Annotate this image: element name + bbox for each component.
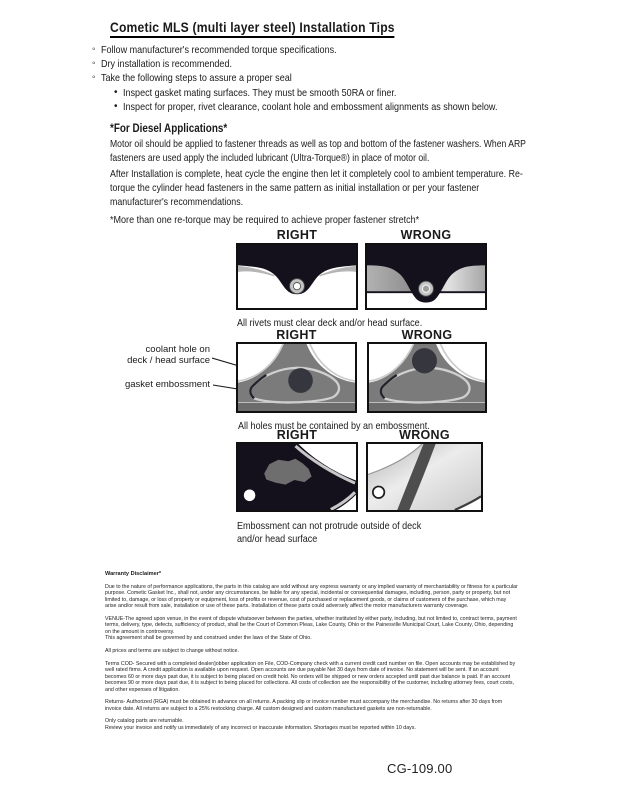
dot-bullet-icon: • [114, 86, 118, 98]
coolant-label-line1: coolant hole on [145, 344, 210, 355]
embossment-annotation [100, 379, 210, 390]
disclaimer-paragraph-returns: Returns- Authorized (RGA) must be obtained in advance on all returns. A packing slip or invoice number must accompany the merchandise. No returns after 30 days from invoice date. All returns are subject to a 25% restocking charge. All custom designed and custom manufactured gaskets are non-returnable. [105, 699, 503, 712]
rivet-right-label: RIGHT [276, 228, 318, 242]
bullet-text: Take the following steps to assure a proper seal [101, 72, 292, 85]
disclaimer-paragraph-catalog-parts: Only catalog parts are returnable. [105, 718, 184, 725]
diesel-section-heading-row [110, 119, 246, 137]
installation-tips-list [92, 44, 558, 115]
protrude-right-drawing [238, 444, 356, 510]
diesel-paragraph-2: After Installation is complete, heat cycle the engine then let it completely cool to ambient temperature. Re-torque the cylinder head fasteners in the same pattern as initial installation or per your fastener manufacturer's recommendations. [110, 168, 523, 208]
list-item [92, 87, 558, 101]
retorque-note: *More than one re-torque may be required to achieve proper fastener stretch* [110, 214, 420, 226]
protrude-right-label: RIGHT [276, 428, 318, 442]
rivet-wrong-drawing [367, 245, 485, 308]
rivet-wrong-label: WRONG [400, 228, 452, 242]
coolant-label-line2: deck / head surface [127, 355, 210, 366]
coolant-hole-annotation [100, 344, 210, 366]
disclaimer-paragraph-invoice-review: Review your invoice and notify us immediately of any incorrect or inaccurate information. Shortages must be reported within 10 days. [105, 724, 416, 731]
protrude-wrong-drawing [368, 444, 481, 510]
disclaimer-paragraph-venue: VENUE-The agreed upon venue, in the event of dispute whatsoever between the parties, whether instituted by either party, including, but not limited to, contract terms, payment terms, delivery, type, defects, sufficiency of product, shall be the Court of Common Pleas, Lake County, Ohio or the Painesville Municipal Court, Lake County, Ohio, depending on the amount in controversy. [105, 615, 517, 635]
page-number: CG-109.00 [387, 761, 453, 776]
hole-right-label: RIGHT [276, 328, 317, 342]
bullet-text: Follow manufacturer's recommended torque specifications. [101, 44, 337, 56]
retorque-note-row [110, 210, 470, 228]
disclaimer-paragraph-governing-law: This agreement shall be governed by and construed under the laws of the State of Ohio. [105, 635, 312, 642]
bullet-text: Inspect gasket mating surfaces. They must be smooth 50RA or finer. [123, 86, 397, 99]
protrude-right-diagram [236, 442, 358, 512]
page-title: Cometic MLS (multi layer steel) Installation Tips [110, 20, 395, 38]
embossment-wrong-diagram [367, 342, 487, 413]
diesel-heading: *For Diesel Applications* [110, 123, 228, 135]
protrude-wrong-label: WRONG [399, 428, 450, 442]
list-item [92, 101, 558, 115]
protrude-caption-line2: and/or head surface [237, 532, 318, 545]
hole-wrong-label: WRONG [401, 328, 453, 342]
circle-bullet-icon: ◦ [92, 58, 96, 70]
bullet-text: Inspect for proper, rivet clearance, coolant hole and embossment alignments as shown below. [123, 100, 498, 113]
diesel-paragraph-1: Motor oil should be applied to fastener threads as well as top and bottom of the fastener washers. When ARP fasteners are used apply the included lubricant (Ultra-Torque®) in place of motor oil. [110, 138, 526, 164]
bullet-text: Dry installation is recommended. [101, 58, 232, 71]
hole-caption: All holes must be contained by an embossment. [238, 420, 430, 432]
protrude-caption-line1: Embossment can not protrude outside of deck [237, 520, 422, 532]
embossment-label: gasket embossment [124, 379, 210, 390]
warranty-disclaimer-heading: Warranty Disclaimer* [105, 571, 162, 577]
embossment-wrong-drawing [369, 344, 485, 411]
rivet-right-drawing [238, 245, 356, 308]
list-item [92, 44, 558, 58]
disclaimer-paragraph-terms: Terms COD- Secured with a completed dealer/jobber application on File, COD-Company check with a current credit card number on file. Open accounts may be established by well rated firms. A credit application is available upon request. Open accounts are due payable Net 30 days from date of invoice. No statement will be sent. If an account becomes 60 or more days past due, it is subject to being placed on credit hold. No orders will be shipped or new orders accepted until past due balance is paid. If an account becomes 90 or more days past due, it is subject to being placed for collections. All costs of collection are the responsibility of the customer, including attorney fees, court costs, and other expenses of litigation. [105, 660, 516, 693]
rivet-right-diagram [236, 243, 358, 310]
embossment-right-diagram [236, 342, 357, 413]
dot-bullet-icon: • [114, 100, 118, 112]
rivet-caption: All rivets must clear deck and/or head surface. [237, 317, 423, 329]
warranty-disclaimer-section [105, 571, 519, 731]
embossment-right-drawing [238, 344, 355, 411]
protrude-caption-line2-row [237, 529, 330, 547]
circle-bullet-icon: ◦ [92, 44, 96, 55]
list-item [92, 58, 558, 72]
disclaimer-paragraph-prices: All prices and terms are subject to change without notice. [105, 647, 239, 654]
circle-bullet-icon: ◦ [92, 72, 96, 84]
title-row [110, 19, 426, 38]
protrude-wrong-diagram [366, 442, 483, 512]
disclaimer-paragraph-liability: Due to the nature of performance applications, the parts in this catalog are sold without any express warranty or any implied warranty of merchantability or fitness for a particular purpose. Cometic Gasket Inc., shall not, under any circumstances, be liable for any special, incidental or consequential damages, including, person, party or property, but not limited to, damage, or loss of property or equipment, loss of profits or revenue, cost of purchased or replacement goods, or claims of customers of the purchase, which may arise and/or result from sale, installation or use of these parts. Installation of these parts could adversely affect the motor manufacturers warranty coverage. [105, 583, 518, 609]
rivet-wrong-diagram [365, 243, 487, 310]
list-item [92, 72, 558, 86]
